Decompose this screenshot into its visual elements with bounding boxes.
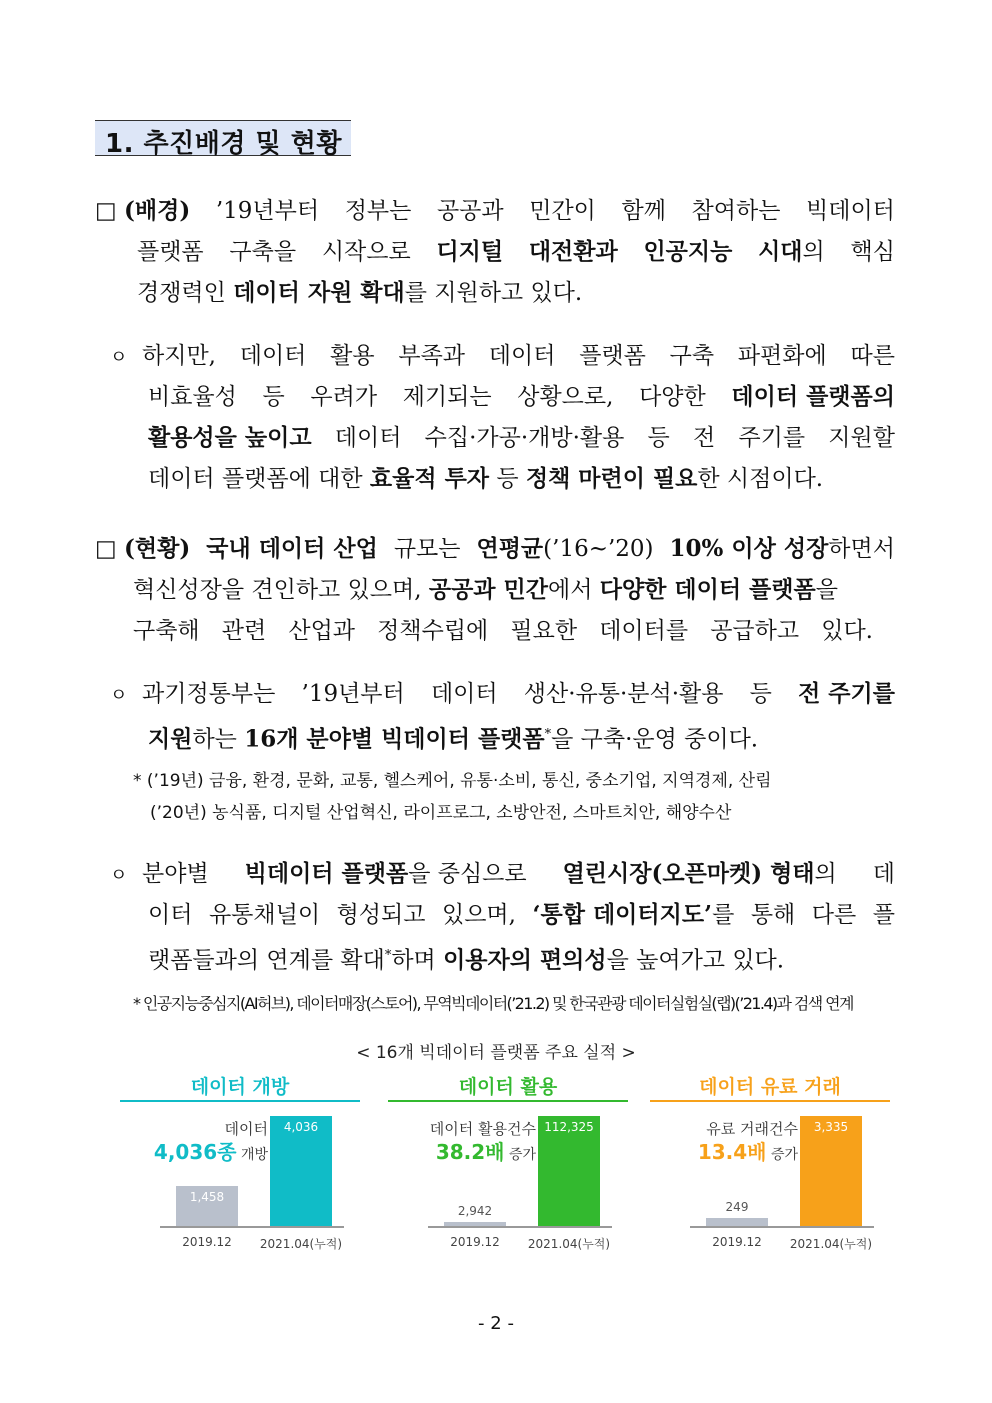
bold-text: 데이터 플랫폼의 bbox=[731, 383, 895, 410]
p2s2-note1: * 인공지능중심지(AI허브), 데이터매장(스토어), 무역빅데이터(’21.2) 및 한국관광 데이터실험실(랩)(’21.4)과 검색 연계 bbox=[133, 994, 853, 1013]
chart-x-tick: 2019.12 bbox=[182, 1235, 232, 1249]
bold-text: 데이터 자원 확대 bbox=[233, 279, 405, 306]
p1s-line4 bbox=[148, 465, 823, 493]
section-heading-text: 1. 추진배경 및 현황 bbox=[105, 129, 342, 159]
chart-x-tick: 2021.04(누적) bbox=[259, 1237, 343, 1251]
chart-title: 데이터 유료 거래 bbox=[699, 1076, 841, 1098]
bold-text: 전 주기를 bbox=[798, 680, 895, 707]
p2-line1 bbox=[95, 535, 895, 563]
chart-data-use bbox=[388, 1072, 628, 1252]
word: 등 bbox=[749, 681, 772, 707]
p2-line3 bbox=[133, 617, 873, 645]
word: 하지만, bbox=[142, 343, 216, 369]
text: 을 중심으로 bbox=[408, 861, 527, 887]
chart-bar-value: 1,458 bbox=[189, 1190, 225, 1204]
word: 빅데이터 bbox=[806, 198, 895, 224]
p1-line3 bbox=[137, 279, 582, 307]
bold-text: 열린시장(오픈마켓) 형태 bbox=[562, 860, 815, 887]
word: 부족과 bbox=[398, 343, 466, 369]
bold-word: 시대 bbox=[758, 238, 803, 265]
word: 구축해 bbox=[133, 618, 200, 644]
chart-summary-tail: 증가 bbox=[504, 1147, 536, 1163]
text: 하는 bbox=[192, 726, 245, 753]
text: 를 지원하고 있다. bbox=[404, 280, 583, 306]
p2-label: (현황) bbox=[124, 535, 191, 562]
chart-bar-value: 249 bbox=[725, 1200, 749, 1214]
word: 데 bbox=[872, 861, 895, 887]
word: 시작으로 bbox=[321, 239, 411, 265]
word: ’19년부터 bbox=[301, 681, 405, 707]
footnote-mark: * bbox=[544, 727, 552, 742]
word: 플랫폼 bbox=[579, 343, 646, 369]
bold-text: 정책 마련이 필요 bbox=[525, 465, 698, 492]
word: 통해 bbox=[750, 902, 796, 928]
p1-label: (배경) bbox=[124, 197, 191, 224]
chart-data-open bbox=[120, 1072, 360, 1252]
word: 비효율성 bbox=[148, 384, 237, 410]
word: 플 bbox=[872, 902, 895, 928]
text: 한 시점이다. bbox=[697, 466, 824, 492]
text: 을 구축·운영 중이다. bbox=[551, 726, 759, 753]
word: 있다. bbox=[821, 618, 873, 644]
word: 필요한 bbox=[510, 618, 578, 644]
word: 구축 bbox=[669, 343, 715, 369]
word: 하면서 bbox=[828, 536, 895, 562]
word: 지원할 bbox=[828, 425, 895, 451]
text: 랫폼들과의 연계를 확대 bbox=[148, 947, 385, 974]
bold-word: 디지털 bbox=[436, 238, 504, 265]
p2s1-note2: (’20년) 농식품, 디지털 산업혁신, 라이프로그, 소방안전, 스마트치안, 해양수산 bbox=[150, 803, 732, 823]
word: ’19년부터 bbox=[215, 198, 320, 224]
p2s2-line2 bbox=[148, 901, 895, 929]
word: 규모는 bbox=[393, 536, 461, 562]
bold-word: 연평균 bbox=[476, 535, 544, 562]
word: 다른 bbox=[811, 902, 857, 928]
chart-x-tick: 2021.04(누적) bbox=[527, 1237, 611, 1251]
word: 이터 bbox=[148, 902, 193, 928]
chart-x-tick: 2021.04(누적) bbox=[789, 1237, 873, 1251]
word: 공공과 bbox=[436, 198, 504, 224]
text: 데이터 플랫폼에 대한 bbox=[148, 466, 370, 492]
chart-summary-value bbox=[154, 1136, 268, 1165]
word: 데이터 bbox=[488, 343, 556, 369]
word: 따른 bbox=[850, 343, 895, 369]
word: 정책수립에 bbox=[377, 618, 489, 644]
footnote-mark: * bbox=[384, 948, 392, 963]
chart-paid-trade bbox=[650, 1072, 890, 1252]
p1-line2 bbox=[137, 238, 895, 266]
bold-word: 인공지능 bbox=[643, 238, 733, 265]
chart-bar-value: 4,036 bbox=[283, 1120, 319, 1134]
text: 등 bbox=[489, 466, 526, 492]
p2s1-note1: * (’19년) 금융, 환경, 문화, 교통, 헬스케어, 유통·소비, 통신, 중소기업, 지역경제, 산림 bbox=[133, 771, 772, 791]
chart-bar-value: 2,942 bbox=[457, 1204, 493, 1218]
chart-bar-value: 112,325 bbox=[544, 1120, 594, 1134]
chart-bar bbox=[706, 1218, 768, 1226]
word: 우려가 bbox=[310, 384, 378, 410]
word: 주기를 bbox=[738, 425, 806, 451]
word: 정부는 bbox=[344, 198, 412, 224]
word: 전 bbox=[692, 425, 716, 451]
text: 하며 bbox=[391, 947, 444, 974]
word: 핵심 bbox=[850, 239, 895, 265]
word: 있으며, bbox=[442, 902, 516, 928]
bold-text: 다양한 데이터 플랫폼 bbox=[599, 576, 816, 603]
page-number: - 2 - bbox=[478, 1313, 514, 1334]
circle-bullet-icon: ㅇ bbox=[110, 865, 128, 886]
p2-line2 bbox=[133, 576, 838, 604]
bold-text: 이용자의 편의성 bbox=[443, 946, 607, 974]
bold-text: 10% 이상 성장 bbox=[669, 535, 829, 562]
bold-text: 빅데이터 플랫폼 bbox=[244, 860, 409, 887]
bold-text: ‘통합 데이터지도’ bbox=[532, 901, 713, 928]
word: 공급하고 bbox=[710, 618, 800, 644]
chart-bar-value: 3,335 bbox=[813, 1120, 849, 1134]
chart-summary-tail: 증가 bbox=[766, 1147, 798, 1163]
chart-x-axis bbox=[160, 1226, 344, 1228]
word: 활용 bbox=[330, 343, 375, 369]
word: 참여하는 bbox=[691, 198, 781, 224]
circle-bullet-icon: ㅇ bbox=[110, 347, 128, 368]
p2s1-line2 bbox=[148, 721, 758, 754]
chart-summary-big: 38.2배 bbox=[435, 1140, 505, 1164]
word: 함께 bbox=[621, 198, 666, 224]
chart-x-tick: 2019.12 bbox=[712, 1235, 762, 1249]
chart-title-rule bbox=[120, 1100, 360, 1102]
chart-x-axis bbox=[428, 1226, 612, 1228]
text: 에서 bbox=[547, 577, 600, 603]
p2s2-line3 bbox=[148, 942, 784, 975]
word: 를 bbox=[712, 902, 735, 928]
word: 의 bbox=[802, 239, 825, 265]
checkbox-bullet-icon: □ bbox=[95, 536, 117, 562]
word: 생산·유통·분석·활용 bbox=[523, 681, 724, 707]
bold-text: 활용성을 높이고 bbox=[148, 424, 312, 451]
bold-word: 대전환과 bbox=[528, 238, 618, 265]
chart-title: 데이터 개방 bbox=[190, 1076, 290, 1098]
chart-summary-value bbox=[698, 1136, 798, 1165]
word: (’16~’20) bbox=[543, 536, 654, 562]
figure-caption: < 16개 빅데이터 플랫폼 주요 실적 > bbox=[356, 1043, 636, 1063]
checkbox-bullet-icon: □ bbox=[95, 198, 117, 224]
word: 수집·가공·개방·활용 bbox=[424, 425, 625, 451]
word: 의 bbox=[814, 861, 837, 887]
chart-summary-big: 13.4배 bbox=[697, 1140, 767, 1164]
bold-text: 공공과 민간 bbox=[428, 576, 548, 603]
chart-x-axis bbox=[690, 1226, 874, 1228]
word: 민간이 bbox=[529, 198, 596, 224]
section-heading bbox=[95, 120, 351, 159]
text: 을 높여가고 있다. bbox=[606, 947, 785, 974]
circle-bullet-icon: ㅇ bbox=[110, 685, 128, 706]
text: 을 bbox=[815, 577, 838, 603]
word: 과기정통부는 bbox=[142, 681, 276, 707]
word: 유통채널이 bbox=[208, 902, 321, 928]
chart-summary-value bbox=[436, 1136, 536, 1165]
chart-title: 데이터 활용 bbox=[458, 1076, 558, 1098]
word: 등 bbox=[262, 384, 285, 410]
word: 상황으로, bbox=[517, 384, 614, 410]
chart-summary-label: 데이터 bbox=[224, 1120, 268, 1138]
word: 데이터 bbox=[239, 343, 307, 369]
p1s-line1 bbox=[110, 342, 895, 372]
word: 데이터를 bbox=[599, 618, 689, 644]
word: 등 bbox=[647, 425, 670, 451]
p2s1-line1 bbox=[110, 680, 895, 710]
word: 파편화에 bbox=[737, 343, 827, 369]
p1s-line2 bbox=[148, 383, 895, 411]
bold-text: 16개 분야별 빅데이터 플랫폼 bbox=[244, 725, 545, 753]
word: 플랫폼 bbox=[137, 239, 204, 265]
chart-summary-label: 데이터 활용건수 bbox=[429, 1120, 536, 1138]
chart-title-rule bbox=[388, 1100, 628, 1102]
chart-summary-big: 4,036종 bbox=[153, 1140, 237, 1164]
word: 제기되는 bbox=[402, 384, 492, 410]
word: 산업과 bbox=[288, 618, 356, 644]
bold-text: 국내 데이터 산업 bbox=[206, 535, 378, 562]
bold-text: 효율적 투자 bbox=[369, 465, 490, 492]
bold-word: 지원 bbox=[148, 725, 193, 753]
word: 다양한 bbox=[639, 384, 706, 410]
p1s-line3 bbox=[148, 424, 895, 452]
p2s2-line1 bbox=[110, 860, 895, 890]
chart-x-tick: 2019.12 bbox=[450, 1235, 500, 1249]
word: 분야별 bbox=[142, 861, 209, 887]
p1-line1 bbox=[95, 197, 895, 225]
chart-bar bbox=[444, 1222, 506, 1226]
text: 혁신성장을 견인하고 있으며, bbox=[133, 577, 429, 603]
chart-summary-tail: 개방 bbox=[236, 1147, 268, 1163]
word: 데이터 bbox=[430, 681, 498, 707]
word: 구축을 bbox=[229, 239, 297, 265]
chart-summary-label: 유료 거래건수 bbox=[706, 1120, 798, 1138]
word: 형성되고 bbox=[336, 902, 426, 928]
chart-title-rule bbox=[650, 1100, 890, 1102]
text: 경쟁력인 bbox=[137, 280, 234, 306]
word: 데이터 bbox=[334, 425, 402, 451]
word: 관련 bbox=[221, 618, 267, 644]
